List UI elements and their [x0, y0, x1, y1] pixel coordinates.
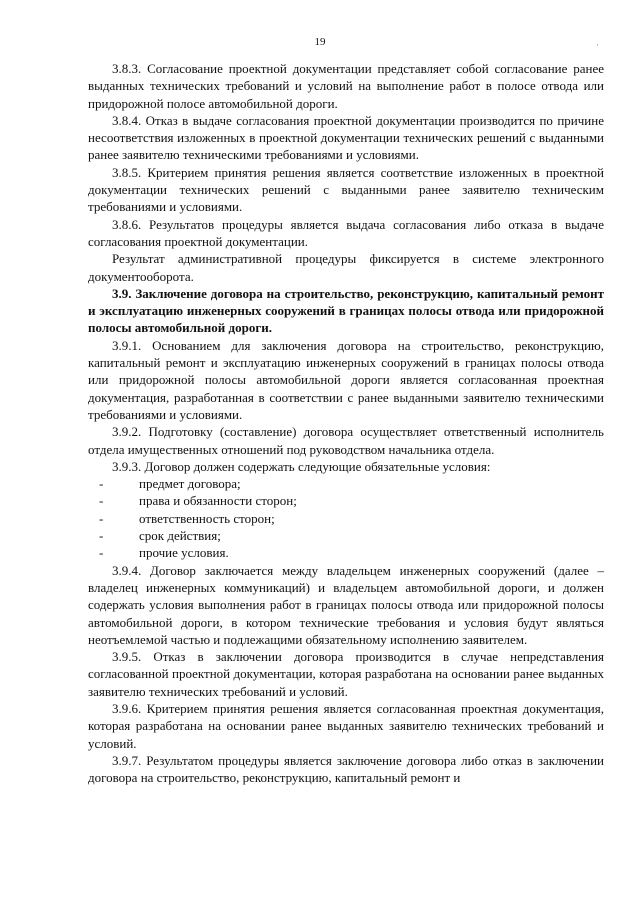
list-item — [88, 527, 604, 544]
paragraph-3-9-2: 3.9.2. Подготовку (составление) договора осуществляет ответственный исполнитель отдела имущественных отношений под руководством начальника отдела. — [88, 424, 604, 457]
paragraph-3-9-5: 3.9.5. Отказ в заключении договора производится в случае непредставления согласованной проектной документации, которая разработана на основании ранее выданных заявителю технических требований и условий. — [88, 649, 604, 699]
section-heading-3-9: 3.9. Заключение договора на строительство, реконструкцию, капитальный ремонт и эксплуатацию инженерных сооружений в границах полосы отвода или придорожной полосы автомобильной дороги. — [88, 285, 604, 336]
list-item — [88, 475, 604, 492]
conditions-list — [88, 475, 604, 561]
list-dash: - — [99, 493, 104, 509]
list-dash: - — [99, 545, 104, 561]
list-item-text: прочие условия. — [139, 545, 229, 561]
list-item — [88, 510, 604, 527]
page-number: 19 — [314, 36, 326, 48]
list-dash: - — [99, 528, 104, 544]
paragraph-3-9-7: 3.9.7. Результатом процедуры является заключение договора либо отказ в заключении договора на строительство, реконструкцию, капитальный ремонт и — [88, 752, 604, 786]
list-item-text: срок действия; — [139, 528, 221, 544]
paragraph-3-8-4: 3.8.4. Отказ в выдаче согласования проектной документации производится по причине несоответствия изложенных в проектной документации технических решений с выданными ранее заявителю техническими требованиями и условиями. — [88, 112, 604, 163]
list-item-text: права и обязанности сторон; — [139, 493, 297, 509]
paragraph-3-8-3: 3.8.3. Согласование проектной документации представляет собой согласование ранее выданных технических требований и условий на выполнение работ в полосе отвода или придорожной полосе автомобильной дороги. — [88, 61, 604, 111]
paragraph-3-9-6: 3.9.6. Критерием принятия решения является согласованная проектная документация, которая разработана на основании ранее выданных заявителю технических требований и условий. — [88, 700, 604, 751]
scan-mark: · — [596, 40, 599, 50]
list-item-text: предмет договора; — [139, 476, 241, 492]
paragraph-3-8-6: 3.8.6. Результатов процедуры является выдача согласования либо отказа в выдаче согласования проектной документации. — [88, 216, 604, 249]
list-item — [88, 492, 604, 509]
list-item — [88, 544, 604, 561]
paragraph-3-9-1: 3.9.1. Основанием для заключения договора на строительство, реконструкцию, капитальный ремонт и эксплуатацию инженерных сооружений в границах полосы отвода или придорожной полосы автомобильной дороги является согласованная проектная документация, разработанная в соответствии с ранее выданными заявителю техническими требованиями и условиями. — [88, 337, 604, 422]
paragraph-3-8-5: 3.8.5. Критерием принятия решения является соответствие изложенных в проектной документации технических решений с выданными ранее заявителю техническим требованиями и условиями. — [88, 164, 604, 215]
document-body — [88, 60, 604, 786]
list-dash: - — [99, 510, 104, 526]
paragraph-3-9-3: 3.9.3. Договор должен содержать следующие обязательные условия: — [112, 458, 491, 474]
list-dash: - — [99, 476, 104, 492]
paragraph-3-9-4: 3.9.4. Договор заключается между владельцем инженерных сооружений (далее – владелец инженерных коммуникаций) и владельцем автомобильной дороги, и должен содержать условия выполнения работ в границах полосы отвода или придорожной полосы автомобильной дороги, в котором технические требования и условия будут являться неотъемлемой частью и подлежащими обязательному исполнению заявителем. — [88, 562, 604, 647]
list-item-text: ответственность сторон; — [139, 510, 275, 526]
paragraph-result: Результат административной процедуры фиксируется в системе электронного документооборота. — [88, 251, 604, 284]
